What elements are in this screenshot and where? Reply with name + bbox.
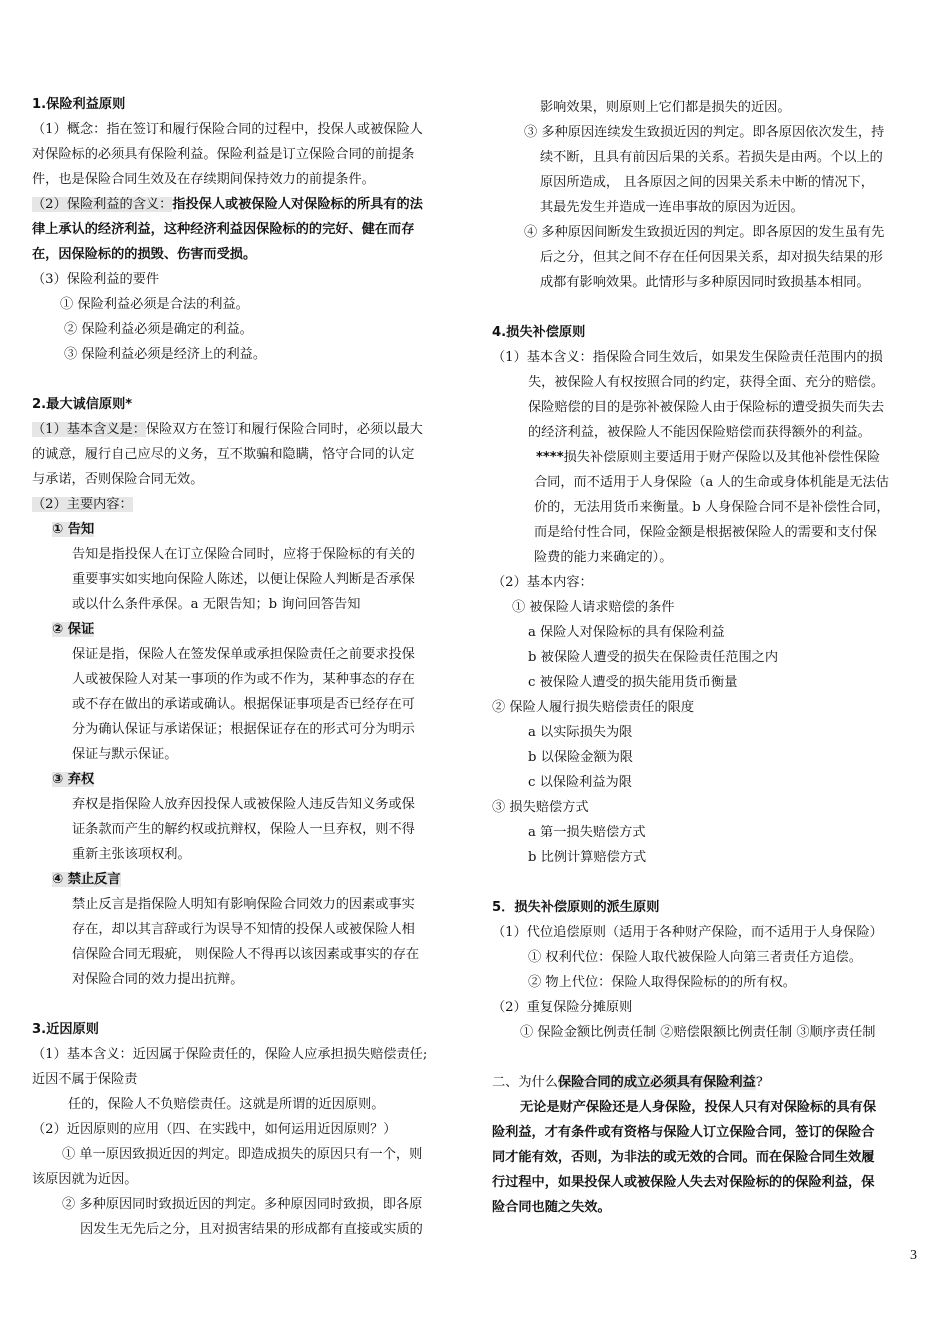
section-2-title: 2.最大诚信原则* [32, 397, 133, 412]
text-line: 告知是指投保人在订立保险合同时，应将于保险标的有关的 [72, 547, 415, 562]
text-span: 保险双方在签订和履行保险合同时，必须以最大 [145, 422, 423, 437]
list-item: ② 物上代位：保险人取得保险标的的所有权。 [528, 975, 796, 990]
text-line: 的诚意，履行自己应尽的义务，互不欺骗和隐瞒，恪守合同的认定 [32, 447, 415, 462]
list-item: a 保险人对保险标的具有保险利益 [528, 625, 725, 640]
answer-line: 行过程中，如果投保人或被保险人失去对保险标的的保险利益，保 [492, 1175, 875, 1190]
text-line: 人或被保险人对某一事项的作为或不作为，某种事态的存在 [72, 672, 415, 687]
subheading-text: ② 保证 [52, 622, 95, 637]
text-line: 后之分，但其之间不存在任何因果关系，却对损失结果的形 [540, 250, 883, 265]
text-span: 损失补偿原则主要适用于财产保险以及其他补偿性保险 [563, 450, 881, 465]
text-line: 重新主张该项权利。 [72, 847, 191, 862]
text-line: 影响效果，则原则上它们都是损失的近因。 [540, 100, 791, 115]
bold-text: 指投保人或被保险人对保险标的所具有的法 [172, 197, 423, 212]
text-line: 保证是指，保险人在签发保单或承担保险责任之前要求投保 [72, 647, 415, 662]
asterisk-mark: **** [536, 450, 564, 465]
page-number: 3 [910, 1248, 917, 1263]
text-line: 或以什么条件承保。a 无限告知；b 询问回答告知 [72, 597, 361, 612]
text-line: 件，也是保险合同生效及在存续期间保持效力的前提条件。 [32, 172, 375, 187]
text-line: 而是给付性合同，保险金额是根据被保险人的需要和支付保 [534, 525, 877, 540]
text-line: 失，被保险人有权按照合同的约定，获得全面、充分的赔偿。 [528, 375, 885, 390]
text-line: 证条款而产生的解约权或抗辩权，保险人一旦弃权，则不得 [72, 822, 415, 837]
text-line: 价的，无法用货币来衡量。b 人身保险合同不是补偿性合同， [534, 500, 890, 515]
list-item: ① 保险利益必须是合法的利益。 [60, 297, 249, 312]
text-line: 重要事实如实地向保险人陈述，以便让保险人判断是否承保 [72, 572, 415, 587]
list-item: b 比例计算赔偿方式 [528, 850, 647, 865]
list-item: ③ 损失赔偿方式 [492, 800, 589, 815]
text-line: 的经济利益，被保险人不能因保险赔偿而获得额外的利益。 [528, 425, 871, 440]
text-line: （3）保险利益的要件 [32, 272, 160, 287]
highlighted-term: （1）基本含义是： [32, 422, 146, 437]
text-line: 险费的能力来确定的）。 [534, 550, 673, 565]
text-line: （1）基本含义：指保险合同生效后，如果发生保险责任范围内的损 [492, 350, 883, 365]
subheading-text: ④ 禁止反言 [52, 872, 121, 887]
text-line: （2）重复保险分摊原则 [492, 1000, 633, 1015]
text-line: 信保险合同无瑕疵， 则保险人不得再以该因素或事实的存在 [72, 947, 420, 962]
text-line: 续不断，且具有前因后果的关系。若损失是由两。个以上的 [540, 150, 883, 165]
answer-line: 险合同也随之失效。 [492, 1200, 611, 1215]
list-item: ④ 多种原因间断发生致损近因的判定。即各原因的发生虽有先 [524, 225, 885, 240]
text-line: 律上承认的经济利益，这种经济利益因保险标的的完好、健在而存 [32, 222, 415, 237]
text-line: 在，因保险标的的损毁、伤害而受损。 [32, 247, 257, 262]
text-line [32, 196, 423, 214]
highlighted-term: （2）主要内容： [32, 497, 133, 512]
list-item: ③ 保险利益必须是经济上的利益。 [64, 347, 267, 362]
text-line: 与承诺，否则保险合同无效。 [32, 472, 204, 487]
answer-line: 险利益，才有条件或有资格与保险人订立保险合同，签订的保险合 [492, 1125, 875, 1140]
subheading-waiver [52, 771, 94, 789]
text-line: 该原因就为近因。 [32, 1172, 138, 1187]
question-heading [492, 1074, 763, 1092]
text-line [536, 449, 880, 467]
text-line [32, 421, 423, 439]
text-line: 其最先发生并造成一连串事故的原因为近因。 [540, 200, 804, 215]
text-line: 成都有影响效果。此情形与多种原因同时致损基本相同。 [540, 275, 870, 290]
subheading-text: ③ 弃权 [52, 772, 95, 787]
text-line: （1）概念：指在签订和履行保险合同的过程中，投保人或被保险人 [32, 122, 423, 137]
text-line [32, 496, 133, 514]
list-item: b 以保险金额为限 [528, 750, 633, 765]
text-span: 二、为什么 [492, 1075, 558, 1090]
list-item: b 被保险人遭受的损失在保险责任范围之内 [528, 650, 779, 665]
text-line: 存在，却以其言辞或行为误导不知情的投保人或被保险人相 [72, 922, 415, 937]
section-1-title: 1.保险利益原则 [32, 97, 126, 112]
text-span: ? [755, 1075, 763, 1090]
text-line: 保险赔偿的目的是弥补被保险人由于保险标的遭受损失而失去 [528, 400, 885, 415]
text-line: （1）基本含义：近因属于保险责任的，保险人应承担损失赔偿责任; [32, 1047, 428, 1062]
section-5-title: 5．损失补偿原则的派生原则 [492, 900, 660, 915]
list-item: ① 保险金额比例责任制 ②赔偿限额比例责任制 ③顺序责任制 [520, 1025, 876, 1040]
text-line: 原因所造成， 且各原因之间的因果关系未中断的情况下， [540, 175, 874, 190]
section-4-title: 4.损失补偿原则 [492, 325, 586, 340]
list-item: a 第一损失赔偿方式 [528, 825, 646, 840]
list-item: ③ 多种原因连续发生致损近因的判定。即各原因依次发生，持 [524, 125, 885, 140]
text-line: 合同，而不适用于人身保险（a 人的生命或身体机能是无法估 [534, 475, 889, 490]
highlighted-term: （2）保险利益的含义： [32, 197, 173, 212]
text-line: 或不存在做出的承诺或确认。根据保证事项是否已经存在可 [72, 697, 415, 712]
list-item: c 被保险人遭受的损失能用货币衡量 [528, 675, 738, 690]
answer-line: 无论是财产保险还是人身保险，投保人只有对保险标的具有保 [520, 1100, 877, 1115]
answer-line: 同才能有效，否则，为非法的或无效的合同。而在保险合同生效履 [492, 1150, 875, 1165]
text-line: 禁止反言是指保险人明知有影响保险合同效力的因素或事实 [72, 897, 415, 912]
subheading-text: ① 告知 [52, 522, 95, 537]
list-item: ② 多种原因同时致损近因的判定。多种原因同时致损，即各原 [62, 1197, 423, 1212]
text-line: （2）基本内容： [492, 575, 593, 590]
text-line: 对保险合同的效力提出抗辩。 [72, 972, 244, 987]
text-line: 分为确认保证与承诺保证；根据保证存在的形式可分为明示 [72, 722, 415, 737]
text-line: 近因不属于保险责 [32, 1072, 138, 1087]
subheading-warranty [52, 621, 94, 639]
text-line: （1）代位追偿原则（适用于各种财产保险，而不适用于人身保险） [492, 925, 883, 940]
list-item: ① 被保险人请求赔偿的条件 [512, 600, 675, 615]
text-line: （2）近因原则的应用（四、在实践中，如何运用近因原则？） [32, 1122, 397, 1137]
section-3-title: 3.近因原则 [32, 1022, 99, 1037]
list-item: ① 单一原因致损近因的判定。即造成损失的原因只有一个，则 [62, 1147, 423, 1162]
text-line: 弃权是指保险人放弃因投保人或被保险人违反告知义务或保 [72, 797, 415, 812]
text-line: 任的，保险人不负赔偿责任。这就是所谓的近因原则。 [68, 1097, 385, 1112]
subheading-notification [52, 521, 94, 539]
highlighted-term: 保险合同的成立必须具有保险利益 [557, 1075, 756, 1090]
list-item: ② 保险利益必须是确定的利益。 [64, 322, 253, 337]
list-item: ② 保险人履行损失赔偿责任的限度 [492, 700, 695, 715]
subheading-estoppel [52, 871, 121, 889]
list-item: c 以保险利益为限 [528, 775, 632, 790]
list-item: ① 权利代位：保险人取代被保险人向第三者责任方追偿。 [528, 950, 862, 965]
list-item: a 以实际损失为限 [528, 725, 633, 740]
text-line: 对保险标的必须具有保险利益。保险利益是订立保险合同的前提条 [32, 147, 415, 162]
text-line: 保证与默示保证。 [72, 747, 178, 762]
text-line: 因发生无先后之分，且对损害结果的形成都有直接或实质的 [80, 1222, 423, 1237]
